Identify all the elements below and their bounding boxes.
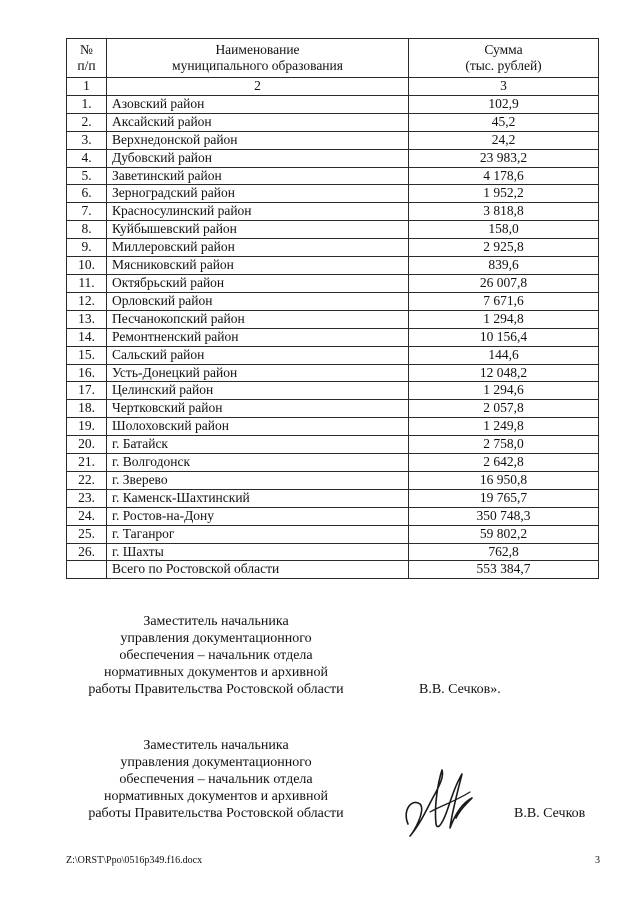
column-number: 1 (67, 78, 107, 96)
amount: 2 642,8 (409, 454, 599, 472)
table-row (67, 346, 599, 364)
municipality-name: Ремонтненский район (107, 328, 409, 346)
municipality-name: Шолоховский район (107, 418, 409, 436)
header-number-line2: п/п (77, 58, 96, 73)
signer-name: В.В. Сечков (514, 806, 586, 821)
row-number: 13. (67, 310, 107, 328)
row-number: 24. (67, 507, 107, 525)
row-number: 15. (67, 346, 107, 364)
municipality-name: Верхнедонской район (107, 131, 409, 149)
row-number: 22. (67, 471, 107, 489)
amount: 45,2 (409, 113, 599, 131)
table-row (67, 167, 599, 185)
amount: 2 758,0 (409, 436, 599, 454)
amount: 7 671,6 (409, 292, 599, 310)
municipality-name: Октябрьский район (107, 274, 409, 292)
amount: 1 249,8 (409, 418, 599, 436)
table-row (67, 274, 599, 292)
municipality-name: Красносулинский район (107, 203, 409, 221)
table-row (67, 185, 599, 203)
table-row (67, 364, 599, 382)
header-name (107, 39, 409, 78)
row-number: 14. (67, 328, 107, 346)
amount: 1 294,6 (409, 382, 599, 400)
table-row (67, 221, 599, 239)
total-row (67, 561, 599, 579)
table-row (67, 382, 599, 400)
amount: 4 178,6 (409, 167, 599, 185)
table-row (67, 292, 599, 310)
municipality-name: Всего по Ростовской области (107, 561, 409, 579)
amount: 350 748,3 (409, 507, 599, 525)
amount: 3 818,8 (409, 203, 599, 221)
table-row (67, 525, 599, 543)
row-number: 8. (67, 221, 107, 239)
row-number: 2. (67, 113, 107, 131)
municipality-name: Миллеровский район (107, 239, 409, 257)
municipality-name: г. Батайск (107, 436, 409, 454)
signature-block-title (66, 613, 366, 698)
table-row (67, 239, 599, 257)
amount: 10 156,4 (409, 328, 599, 346)
amount: 2 057,8 (409, 400, 599, 418)
municipality-name: Куйбышевский район (107, 221, 409, 239)
column-number-row (67, 78, 599, 96)
municipality-name: г. Зверево (107, 471, 409, 489)
row-number: 21. (67, 454, 107, 472)
municipality-name: Чертковский район (107, 400, 409, 418)
signer-position-line: работы Правительства Ростовской области (88, 682, 344, 697)
header-sum-line1: Сумма (484, 42, 523, 57)
signer-position-line: Заместитель начальника (143, 738, 289, 753)
amount: 2 925,8 (409, 239, 599, 257)
municipality-name: Целинский район (107, 382, 409, 400)
column-number: 2 (107, 78, 409, 96)
row-number (67, 561, 107, 579)
amount: 1 294,8 (409, 310, 599, 328)
signer-position-line: обеспечения – начальник отдела (119, 648, 313, 663)
table-row (67, 489, 599, 507)
amount: 553 384,7 (409, 561, 599, 579)
municipality-name: Заветинский район (107, 167, 409, 185)
row-number: 23. (67, 489, 107, 507)
amount: 26 007,8 (409, 274, 599, 292)
municipality-name: Орловский район (107, 292, 409, 310)
row-number: 26. (67, 543, 107, 561)
amount: 762,8 (409, 543, 599, 561)
row-number: 18. (67, 400, 107, 418)
table-row (67, 400, 599, 418)
amount: 24,2 (409, 131, 599, 149)
table-row (67, 543, 599, 561)
table-row (67, 507, 599, 525)
municipality-name: г. Каменск-Шахтинский (107, 489, 409, 507)
row-number: 1. (67, 95, 107, 113)
amount: 158,0 (409, 221, 599, 239)
row-number: 5. (67, 167, 107, 185)
row-number: 9. (67, 239, 107, 257)
amount: 1 952,2 (409, 185, 599, 203)
table-row (67, 436, 599, 454)
signer-position-line: обеспечения – начальник отдела (119, 772, 313, 787)
signer-position-line: Заместитель начальника (143, 614, 289, 629)
table-row (67, 203, 599, 221)
row-number: 12. (67, 292, 107, 310)
row-number: 17. (67, 382, 107, 400)
row-number: 20. (67, 436, 107, 454)
table-row (67, 328, 599, 346)
signer-position-line: работы Правительства Ростовской области (88, 806, 344, 821)
municipality-name: г. Ростов-на-Дону (107, 507, 409, 525)
signer-position-line: нормативных документов и архивной (104, 665, 328, 680)
amount: 16 950,8 (409, 471, 599, 489)
row-number: 25. (67, 525, 107, 543)
table-row (67, 310, 599, 328)
signer-position-line: нормативных документов и архивной (104, 789, 328, 804)
amount: 102,9 (409, 95, 599, 113)
table-row (67, 454, 599, 472)
amount: 19 765,7 (409, 489, 599, 507)
municipality-name: г. Таганрог (107, 525, 409, 543)
municipality-name: Мясниковский район (107, 257, 409, 275)
amount: 23 983,2 (409, 149, 599, 167)
municipality-name: г. Волгодонск (107, 454, 409, 472)
handwritten-signature (400, 762, 480, 842)
municipality-name: Усть-Донецкий район (107, 364, 409, 382)
row-number: 19. (67, 418, 107, 436)
municipality-name: Азовский район (107, 95, 409, 113)
table-row (67, 257, 599, 275)
page-number: 3 (595, 855, 600, 866)
municipality-name: Дубовский район (107, 149, 409, 167)
amount: 839,6 (409, 257, 599, 275)
municipality-name: Зерноградский район (107, 185, 409, 203)
signature-block-title (66, 737, 366, 822)
table-row (67, 149, 599, 167)
amount: 59 802,2 (409, 525, 599, 543)
table-row (67, 131, 599, 149)
municipality-name: г. Шахты (107, 543, 409, 561)
header-number-line1: № (80, 42, 93, 57)
row-number: 11. (67, 274, 107, 292)
municipality-name: Сальский район (107, 346, 409, 364)
row-number: 3. (67, 131, 107, 149)
amount: 144,6 (409, 346, 599, 364)
table-row (67, 95, 599, 113)
header-name-line2: муниципального образования (172, 58, 343, 73)
table-row (67, 113, 599, 131)
header-sum-line2: (тыс. рублей) (465, 58, 542, 73)
signer-position-line: управления документационного (120, 631, 312, 646)
subsidy-table (66, 38, 599, 579)
row-number: 6. (67, 185, 107, 203)
file-path: Z:\ORST\Ppo\0516p349.f16.docx (66, 855, 203, 866)
municipality-name: Аксайский район (107, 113, 409, 131)
table-row (67, 418, 599, 436)
municipality-name: Песчанокопский район (107, 310, 409, 328)
signer-position-line: управления документационного (120, 755, 312, 770)
row-number: 7. (67, 203, 107, 221)
header-sum (409, 39, 599, 78)
row-number: 16. (67, 364, 107, 382)
row-number: 10. (67, 257, 107, 275)
amount: 12 048,2 (409, 364, 599, 382)
header-name-line1: Наименование (215, 42, 300, 57)
header-number (67, 39, 107, 78)
table-header-row (67, 39, 599, 78)
signer-name: В.В. Сечков». (419, 682, 501, 697)
row-number: 4. (67, 149, 107, 167)
table-row (67, 471, 599, 489)
column-number: 3 (409, 78, 599, 96)
